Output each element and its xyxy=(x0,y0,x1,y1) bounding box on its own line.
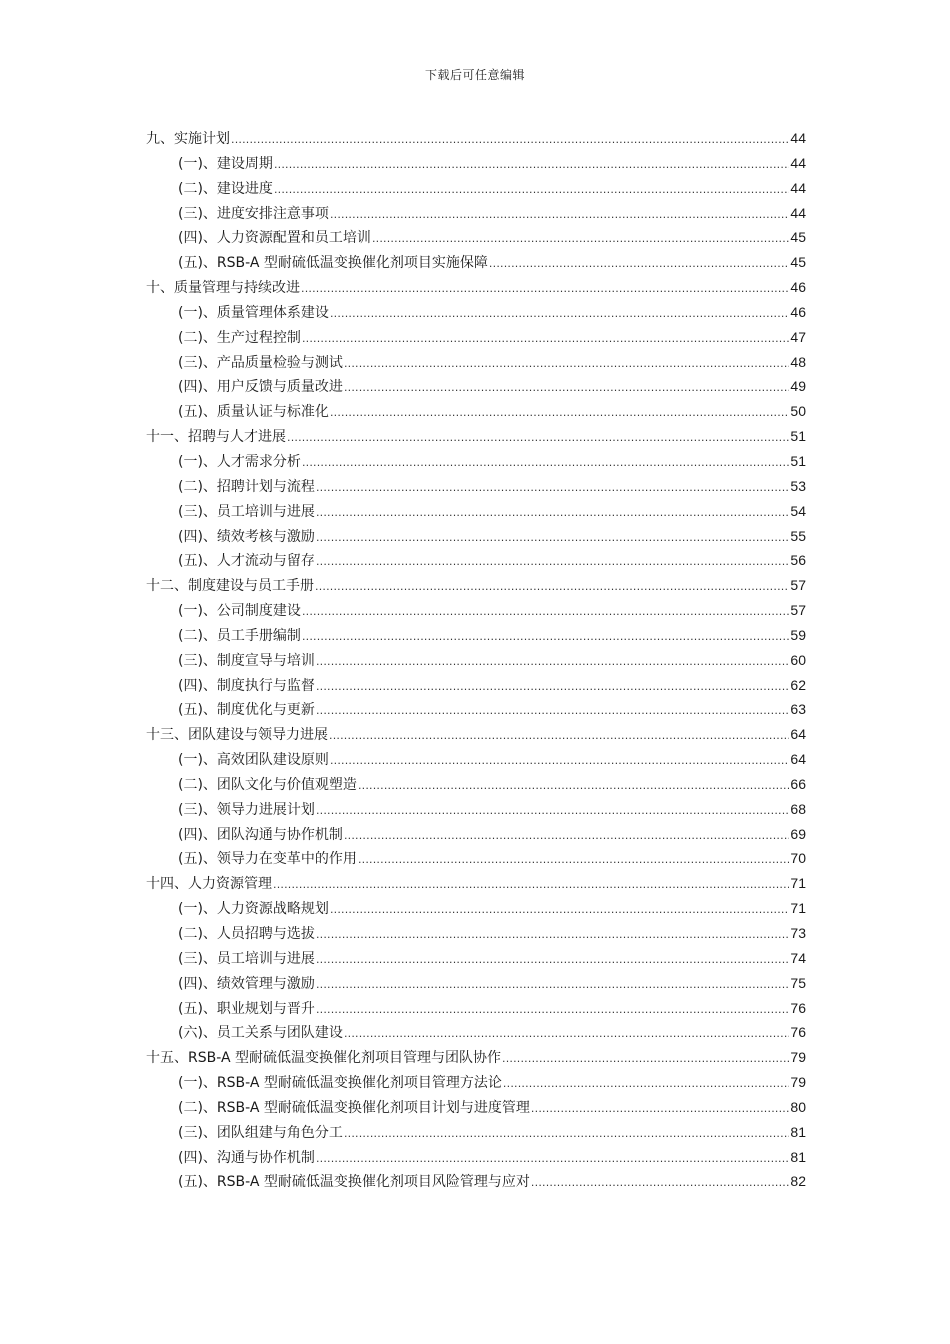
toc-chapter-entry[interactable] xyxy=(146,1045,806,1070)
toc-page-number: 48 xyxy=(790,353,806,370)
toc-entry-title: (一)、质量管理体系建设 xyxy=(178,304,329,321)
dot-leader xyxy=(316,526,789,551)
toc-section-entry[interactable] xyxy=(146,524,806,549)
toc-page-number: 73 xyxy=(790,925,806,941)
dot-leader xyxy=(316,650,789,675)
toc-chapter-entry[interactable] xyxy=(146,126,806,151)
toc-page-number: 49 xyxy=(790,378,806,395)
toc-page-number: 54 xyxy=(790,502,806,519)
toc-entry-title: (四)、用户反馈与质量改进 xyxy=(178,379,343,396)
toc-section-entry[interactable] xyxy=(146,846,806,871)
toc-chapter-entry[interactable] xyxy=(146,573,806,598)
dot-leader xyxy=(358,848,789,873)
toc-page-number: 63 xyxy=(790,701,806,718)
toc-page-number: 56 xyxy=(790,552,806,569)
toc-page-number: 82 xyxy=(790,1173,806,1190)
toc-section-entry[interactable] xyxy=(146,772,806,797)
toc-page-number: 75 xyxy=(790,974,806,991)
toc-section-entry[interactable] xyxy=(146,225,806,250)
toc-page-number: 76 xyxy=(790,1024,806,1041)
dot-leader xyxy=(287,426,789,451)
toc-entry-title: (一)、建设周期 xyxy=(178,155,273,172)
toc-page-number: 66 xyxy=(790,775,806,792)
dot-leader xyxy=(489,252,790,277)
toc-page-number: 71 xyxy=(790,875,806,892)
toc-section-entry[interactable] xyxy=(146,921,806,946)
toc-section-entry[interactable] xyxy=(146,1095,806,1120)
toc-section-entry[interactable] xyxy=(146,499,806,524)
toc-section-entry[interactable] xyxy=(146,822,806,847)
toc-page-number: 51 xyxy=(790,428,806,445)
toc-entry-title: (四)、绩效考核与激励 xyxy=(178,528,315,545)
dot-leader xyxy=(316,675,789,700)
table-of-contents xyxy=(146,126,806,1194)
toc-section-entry[interactable] xyxy=(146,548,806,573)
toc-entry-title: (三)、产品质量检验与测试 xyxy=(178,354,343,371)
toc-section-entry[interactable] xyxy=(146,474,806,499)
toc-section-entry[interactable] xyxy=(146,697,806,722)
toc-entry-title: 十五、RSB-A 型耐硫低温变换催化剂项目管理与团队协作 xyxy=(146,1050,501,1067)
toc-section-entry[interactable] xyxy=(146,399,806,424)
dot-leader xyxy=(502,1047,789,1072)
toc-section-entry[interactable] xyxy=(146,747,806,772)
dot-leader xyxy=(316,973,789,998)
toc-section-entry[interactable] xyxy=(146,325,806,350)
toc-entry-title: (三)、团队组建与角色分工 xyxy=(178,1124,343,1141)
toc-entry-title: (四)、制度执行与监督 xyxy=(178,677,315,694)
toc-entry-title: (二)、员工手册编制 xyxy=(178,627,301,644)
toc-page-number: 64 xyxy=(790,726,806,743)
toc-entry-title: (五)、质量认证与标准化 xyxy=(178,404,329,421)
toc-section-entry[interactable] xyxy=(146,300,806,325)
toc-section-entry[interactable] xyxy=(146,648,806,673)
toc-entry-title: 十一、招聘与人才进展 xyxy=(146,429,286,446)
toc-page-number: 76 xyxy=(790,999,806,1016)
toc-entry-title: (四)、沟通与协作机制 xyxy=(178,1149,315,1166)
dot-leader xyxy=(344,376,789,401)
toc-chapter-entry[interactable] xyxy=(146,722,806,747)
toc-page-number: 79 xyxy=(790,1049,806,1066)
toc-section-entry[interactable] xyxy=(146,1169,806,1194)
dot-leader xyxy=(531,1171,790,1196)
toc-section-entry[interactable] xyxy=(146,896,806,921)
dot-leader xyxy=(316,550,789,575)
toc-entry-title: (二)、人员招聘与选拔 xyxy=(178,926,315,942)
toc-entry-title: 九、实施计划 xyxy=(146,131,230,147)
toc-page-number: 44 xyxy=(790,130,806,146)
dot-leader xyxy=(231,128,789,153)
toc-section-entry[interactable] xyxy=(146,598,806,623)
toc-entry-title: 十、质量管理与持续改进 xyxy=(146,280,300,297)
toc-entry-title: (二)、RSB-A 型耐硫低温变换催化剂项目计划与进度管理 xyxy=(178,1099,530,1116)
dot-leader xyxy=(344,1122,789,1147)
dot-leader xyxy=(316,948,789,973)
toc-page-number: 45 xyxy=(790,254,806,271)
toc-entry-title: 十二、制度建设与员工手册 xyxy=(146,578,314,595)
toc-page-number: 53 xyxy=(790,477,806,494)
toc-section-entry[interactable] xyxy=(146,623,806,648)
toc-chapter-entry[interactable] xyxy=(146,275,806,300)
toc-entry-title: (二)、团队文化与价值观塑造 xyxy=(178,776,357,793)
toc-page-number: 44 xyxy=(790,204,806,221)
toc-page-number: 55 xyxy=(790,527,806,544)
toc-section-entry[interactable] xyxy=(146,151,806,176)
dot-leader xyxy=(316,998,789,1023)
toc-page-number: 46 xyxy=(790,303,806,320)
dot-leader xyxy=(274,178,789,203)
dot-leader xyxy=(531,1097,790,1122)
dot-leader xyxy=(316,699,789,724)
dot-leader xyxy=(316,501,789,526)
toc-section-entry[interactable] xyxy=(146,673,806,698)
toc-entry-title: (一)、公司制度建设 xyxy=(178,603,301,620)
toc-page-number: 71 xyxy=(790,900,806,917)
toc-section-entry[interactable] xyxy=(146,996,806,1021)
dot-leader xyxy=(503,1072,790,1097)
toc-entry-title: (五)、领导力在变革中的作用 xyxy=(178,851,357,868)
dot-leader xyxy=(315,575,789,600)
toc-entry-title: (四)、绩效管理与激励 xyxy=(178,975,315,992)
toc-section-entry[interactable] xyxy=(146,449,806,474)
toc-entry-title: (一)、高效团队建设原则 xyxy=(178,752,329,769)
dot-leader xyxy=(302,327,789,352)
toc-entry-title: (三)、员工培训与进展 xyxy=(178,950,315,967)
dot-leader xyxy=(316,923,789,948)
toc-section-entry[interactable] xyxy=(146,201,806,226)
toc-section-entry[interactable] xyxy=(146,797,806,822)
toc-entry-title: 十四、人力资源管理 xyxy=(146,876,272,893)
toc-page-number: 79 xyxy=(790,1074,806,1091)
toc-section-entry[interactable] xyxy=(146,176,806,201)
toc-page-number: 47 xyxy=(790,328,806,345)
dot-leader xyxy=(344,352,789,377)
dot-leader xyxy=(344,1022,789,1047)
toc-page-number: 74 xyxy=(790,949,806,966)
toc-entry-title: (二)、招聘计划与流程 xyxy=(178,478,315,495)
toc-entry-title: (三)、领导力进展计划 xyxy=(178,801,315,818)
toc-page-number: 59 xyxy=(790,626,806,643)
dot-leader xyxy=(330,898,789,923)
dot-leader xyxy=(329,724,789,749)
toc-page-number: 51 xyxy=(790,452,806,469)
toc-entry-title: (四)、人力资源配置和员工培训 xyxy=(178,230,371,247)
toc-page-number: 68 xyxy=(790,800,806,817)
toc-entry-title: (一)、RSB-A 型耐硫低温变换催化剂项目管理方法论 xyxy=(178,1075,502,1092)
toc-page-number: 57 xyxy=(790,577,806,594)
dot-leader xyxy=(301,277,789,302)
toc-chapter-entry[interactable] xyxy=(146,871,806,896)
page-header: 下载后可任意编辑 xyxy=(424,68,525,82)
toc-section-entry[interactable] xyxy=(146,1145,806,1170)
toc-entry-title: (五)、RSB-A 型耐硫低温变换催化剂项目实施保障 xyxy=(178,255,488,272)
toc-page-number: 44 xyxy=(790,154,806,171)
dot-leader xyxy=(344,824,789,849)
toc-entry-title: (五)、人才流动与留存 xyxy=(178,553,315,570)
toc-chapter-entry[interactable] xyxy=(146,424,806,449)
toc-section-entry[interactable] xyxy=(146,1070,806,1095)
toc-entry-title: 十三、团队建设与领导力进展 xyxy=(146,727,328,744)
dot-leader xyxy=(358,774,789,799)
dot-leader xyxy=(316,1147,789,1172)
toc-entry-title: (三)、进度安排注意事项 xyxy=(178,205,329,222)
toc-section-entry[interactable] xyxy=(146,1020,806,1045)
toc-page-number: 46 xyxy=(790,279,806,296)
toc-entry-title: (二)、生产过程控制 xyxy=(178,329,301,346)
dot-leader xyxy=(330,203,789,228)
toc-section-entry[interactable] xyxy=(146,350,806,375)
toc-page-number: 80 xyxy=(790,1098,806,1115)
dot-leader xyxy=(372,227,789,252)
dot-leader xyxy=(316,476,789,501)
dot-leader xyxy=(302,625,789,650)
dot-leader xyxy=(330,401,789,426)
toc-entry-title: (一)、人力资源战略规划 xyxy=(178,901,329,918)
dot-leader xyxy=(302,451,789,476)
dot-leader xyxy=(316,799,789,824)
dot-leader xyxy=(273,873,789,898)
toc-page-number: 81 xyxy=(790,1148,806,1165)
toc-page-number: 44 xyxy=(790,179,806,196)
toc-entry-title: (二)、建设进度 xyxy=(178,180,273,197)
toc-entry-title: (三)、员工培训与进展 xyxy=(178,503,315,520)
toc-page-number: 64 xyxy=(790,751,806,768)
toc-entry-title: (一)、人才需求分析 xyxy=(178,453,301,470)
toc-entry-title: (四)、团队沟通与协作机制 xyxy=(178,826,343,843)
toc-page-number: 57 xyxy=(790,602,806,619)
toc-entry-title: (五)、RSB-A 型耐硫低温变换催化剂项目风险管理与应对 xyxy=(178,1174,530,1191)
toc-page-number: 60 xyxy=(790,651,806,668)
toc-entry-title: (五)、职业规划与晋升 xyxy=(178,1000,315,1017)
toc-page-number: 50 xyxy=(790,403,806,420)
toc-page-number: 62 xyxy=(790,676,806,693)
toc-page-number: 70 xyxy=(790,850,806,867)
toc-section-entry[interactable] xyxy=(146,946,806,971)
toc-section-entry[interactable] xyxy=(146,250,806,275)
dot-leader xyxy=(274,153,789,178)
dot-leader xyxy=(330,749,789,774)
toc-section-entry[interactable] xyxy=(146,374,806,399)
toc-entry-title: (六)、员工关系与团队建设 xyxy=(178,1025,343,1042)
toc-section-entry[interactable] xyxy=(146,971,806,996)
dot-leader xyxy=(302,600,789,625)
dot-leader xyxy=(330,302,789,327)
toc-page-number: 81 xyxy=(790,1123,806,1140)
toc-entry-title: (五)、制度优化与更新 xyxy=(178,702,315,719)
toc-page-number: 69 xyxy=(790,825,806,842)
toc-entry-title: (三)、制度宣导与培训 xyxy=(178,652,315,669)
toc-section-entry[interactable] xyxy=(146,1120,806,1145)
toc-page-number: 45 xyxy=(790,229,806,246)
